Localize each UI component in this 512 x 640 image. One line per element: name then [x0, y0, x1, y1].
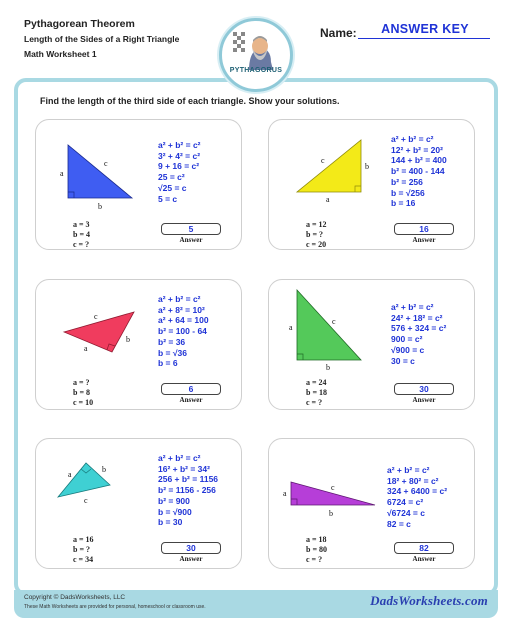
problem-card-6 — [268, 438, 475, 569]
solution-step: 9 + 16 = c² — [158, 161, 200, 172]
footer — [14, 590, 498, 618]
problem-card-3 — [35, 279, 242, 410]
answer-label: Answer — [179, 236, 203, 244]
solution-step: a² + b² = c² — [158, 294, 201, 304]
solution-step: b = 16 — [391, 198, 416, 209]
name-underline — [358, 38, 490, 39]
given-values — [73, 535, 94, 565]
side-label-c: c — [332, 317, 336, 326]
side-label-c: c — [84, 496, 88, 505]
given-line: c = 20 — [306, 240, 327, 249]
problem-card-5 — [35, 438, 242, 569]
given-line: a = 18 — [306, 535, 327, 544]
solution-step: b = 30 — [158, 517, 183, 528]
solution-step: 30 = c — [391, 355, 415, 366]
solution-step: b² = 256 — [391, 176, 423, 187]
solution-step: b² = 100 - 64 — [158, 326, 207, 337]
side-label-c: c — [321, 156, 325, 165]
triangle-figure-3 — [36, 280, 146, 375]
solution-step: 324 + 6400 = c² — [387, 486, 448, 497]
side-label-b: b — [326, 363, 330, 372]
solution-step: 144 + b² = 400 — [391, 155, 447, 166]
solution-step: b = √256 — [391, 187, 425, 198]
given-line: c = ? — [306, 398, 323, 407]
solution-step: a² + 8² = 10² — [158, 304, 205, 315]
solution-step: 256 + b² = 1156 — [158, 474, 219, 485]
solution-step: 5 = c — [158, 193, 178, 204]
name-value: ANSWER KEY — [381, 22, 469, 36]
triangle-shape — [68, 145, 132, 198]
side-label-b: b — [98, 202, 102, 211]
solution-steps — [158, 140, 201, 204]
solution-step: 82 = c — [387, 518, 411, 529]
pythagoras-badge — [219, 18, 293, 92]
given-line: a = 16 — [73, 535, 94, 544]
copyright-text: Copyright © DadsWorksheets, LLC — [24, 594, 126, 601]
solution-step: b² = 900 — [158, 495, 190, 506]
problem-card-2 — [268, 119, 475, 250]
side-label-b: b — [102, 465, 106, 474]
page-subtitle: Length of the Sides of a Right Triangle — [24, 34, 180, 44]
side-label-a: a — [283, 489, 287, 498]
side-label-a: a — [326, 195, 330, 204]
given-line: b = ? — [73, 545, 91, 554]
solution-step: a² + b² = c² — [391, 134, 434, 144]
side-label-b: b — [365, 162, 369, 171]
triangle-shape — [297, 290, 361, 360]
given-line: a = 12 — [306, 220, 327, 229]
triangle-figure-1 — [36, 120, 146, 215]
solution-step: √6724 = c — [387, 507, 425, 518]
side-label-b: b — [126, 335, 130, 344]
given-line: c = 34 — [73, 555, 94, 564]
triangle-figure-4 — [269, 280, 379, 375]
solution-step: 18² + 80² = c² — [387, 475, 439, 486]
worksheet-number: Math Worksheet 1 — [24, 49, 97, 59]
instructions: Find the length of the third side of each triangle. Show your solutions. — [40, 96, 340, 106]
pythagoras-portrait-icon — [219, 18, 293, 92]
solution-step: a² + b² = c² — [387, 465, 430, 475]
solution-step: 12² + b² = 20² — [391, 144, 443, 155]
side-label-a: a — [84, 344, 88, 353]
given-line: c = ? — [306, 555, 323, 564]
solution-step: 16² + b² = 34² — [158, 463, 210, 474]
solution-step: a² + 64 = 100 — [158, 315, 209, 326]
given-values — [73, 220, 90, 250]
solution-step: b² = 1156 - 256 — [158, 485, 216, 496]
solution-step: a² + b² = c² — [158, 140, 201, 150]
answer-label: Answer — [179, 555, 203, 563]
solution-step: b = √36 — [158, 347, 187, 358]
solution-step: b² = 400 - 144 — [391, 166, 445, 177]
answer-label: Answer — [412, 555, 436, 563]
side-label-c: c — [104, 159, 108, 168]
solution-steps — [158, 294, 209, 369]
given-line: c = 10 — [73, 398, 94, 407]
solution-steps — [158, 453, 218, 528]
given-line: a = 24 — [306, 378, 327, 387]
solution-step: 576 + 324 = c² — [391, 323, 447, 334]
page-title: Pythagorean Theorem — [24, 18, 135, 30]
side-label-a: a — [60, 169, 64, 178]
answer-box[interactable]: 30 — [394, 383, 454, 395]
solution-step: √900 = c — [391, 344, 425, 355]
side-label-b: b — [329, 509, 333, 518]
triangle-shape — [64, 312, 134, 352]
given-line: b = 18 — [306, 388, 328, 397]
badge-label: PYTHAGORUS — [229, 67, 283, 74]
given-values — [306, 220, 327, 250]
solution-step: 900 = c² — [391, 334, 423, 345]
given-values — [306, 535, 327, 565]
answer-box[interactable]: 5 — [161, 223, 221, 235]
given-line: b = 8 — [73, 388, 91, 397]
given-values — [73, 378, 93, 408]
solution-step: 6724 = c² — [387, 497, 424, 508]
solution-step: √25 = c — [158, 182, 187, 193]
name-label: Name: — [320, 26, 357, 40]
answer-box[interactable]: 16 — [394, 223, 454, 235]
triangle-shape — [297, 140, 361, 192]
answer-label: Answer — [412, 236, 436, 244]
side-label-c: c — [331, 483, 335, 492]
solution-step: b = √900 — [158, 506, 192, 517]
given-line: b = ? — [306, 230, 324, 239]
solution-steps — [387, 465, 447, 529]
answer-label: Answer — [412, 396, 436, 404]
triangle-figure-5 — [36, 439, 146, 534]
answer-label: Answer — [179, 396, 203, 404]
triangle-figure-6 — [269, 439, 379, 534]
given-line: b = 80 — [306, 545, 328, 554]
solution-step: b = 6 — [158, 358, 178, 369]
solution-step: 25 = c² — [158, 172, 185, 183]
solution-step: 3² + 4² = c² — [158, 150, 201, 161]
given-line: a = ? — [73, 378, 90, 387]
side-label-a: a — [68, 470, 72, 479]
triangle-figure-2 — [269, 120, 379, 215]
given-line: b = 4 — [73, 230, 91, 239]
side-label-a: a — [289, 323, 293, 332]
solution-step: b² = 36 — [158, 336, 186, 347]
answer-box[interactable]: 30 — [161, 542, 221, 554]
given-values — [306, 378, 327, 408]
problem-card-1 — [35, 119, 242, 250]
solution-step: a² + b² = c² — [391, 302, 434, 312]
dadsworksheets-logo[interactable]: DadsWorksheets.com — [370, 593, 488, 608]
usage-note: These Math Worksheets are provided for personal, homeschool or classroom use. — [24, 604, 206, 610]
solution-steps — [391, 134, 447, 209]
answer-box[interactable]: 82 — [394, 542, 454, 554]
given-line: c = ? — [73, 240, 90, 249]
side-label-c: c — [94, 312, 98, 321]
solution-step: 24² + 18² = c² — [391, 312, 443, 323]
solution-steps — [391, 302, 446, 366]
problem-card-4 — [268, 279, 475, 410]
answer-box[interactable]: 6 — [161, 383, 221, 395]
solution-step: a² + b² = c² — [158, 453, 201, 463]
given-line: a = 3 — [73, 220, 90, 229]
